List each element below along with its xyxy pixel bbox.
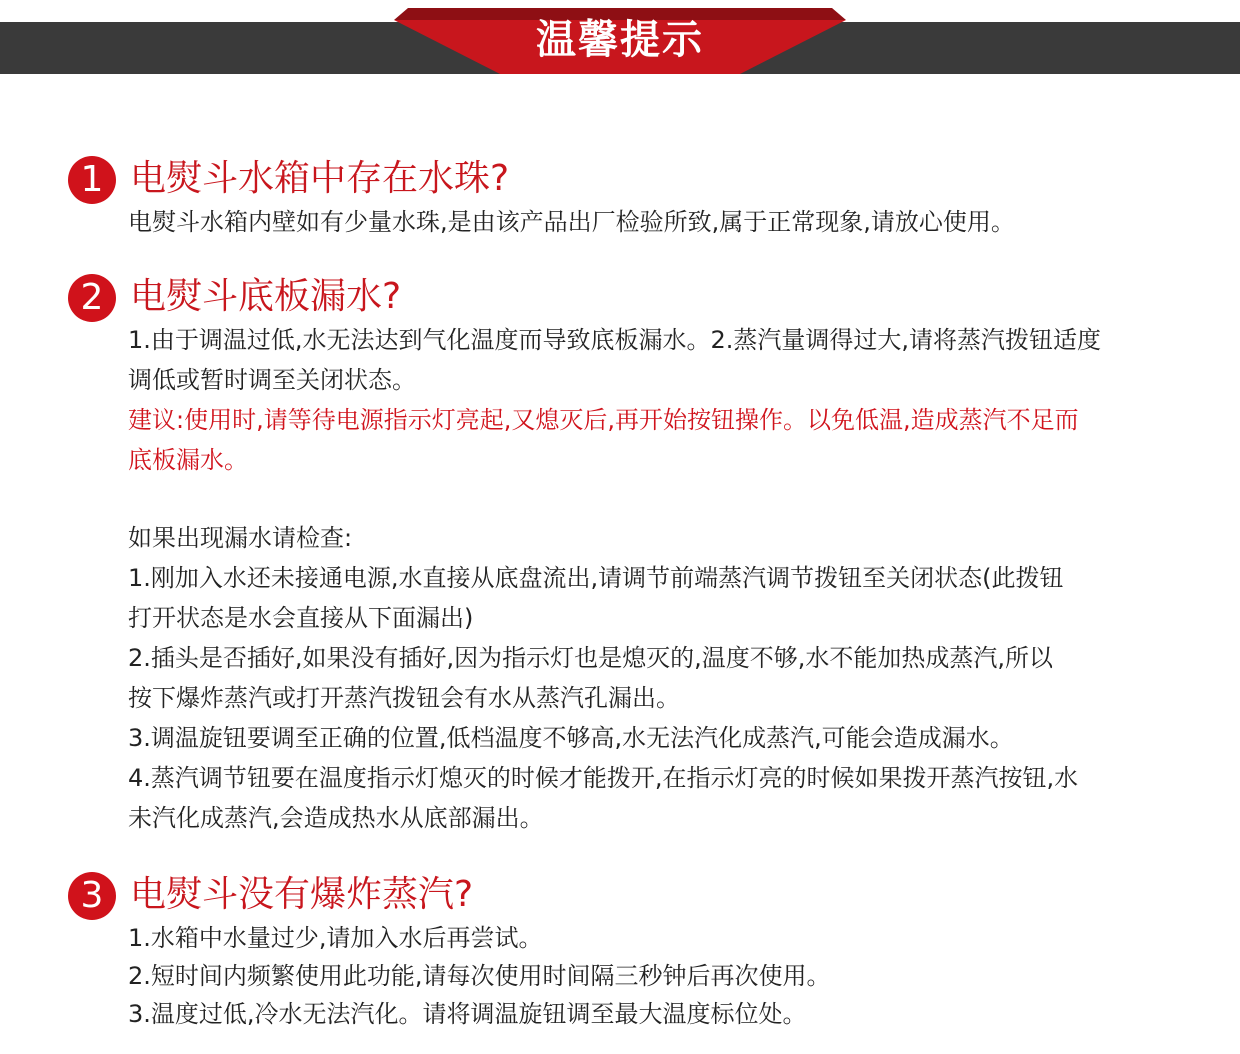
question-row [0,870,1240,918]
check-line: 1.刚加入水还未接通电源,水直接从底盘流出,请调节前端蒸汽调节拨钮至关闭状态(此拨钮 [128,564,1064,592]
check-line: 4.蒸汽调节钮要在温度指示灯熄灭的时候才能拨开,在指示灯亮的时候如果拨开蒸汽按钮,水 [128,764,1079,792]
question-row [0,272,1240,320]
section-2 [0,272,1240,832]
question-row [0,154,1240,202]
question-title-2: 电熨斗底板漏水? [130,276,402,317]
answer-line: 2.短时间内频繁使用此功能,请每次使用时间隔三秒钟后再次使用。 [128,962,831,990]
page-title: 温馨提示 [536,17,704,63]
check-line: 2.插头是否插好,如果没有插好,因为指示灯也是熄灭的,温度不够,水不能加热成蒸汽,所以 [128,644,1054,672]
answer-line: 3.温度过低,冷水无法汽化。请将调温旋钮调至最大温度标位处。 [128,1000,807,1028]
check-heading: 如果出现漏水请检查: [128,524,353,552]
answer-line: 1.由于调温过低,水无法达到气化温度而导致底板漏水。2.蒸汽量调得过大,请将蒸汽拨钮适度 [128,326,1102,354]
number-badge-1: 1 [68,156,116,204]
question-title-3: 电熨斗没有爆炸蒸汽? [130,874,474,915]
answer-line: 调低或暂时调至关闭状态。 [128,366,416,394]
advice-line: 建议:使用时,请等待电源指示灯亮起,又熄灭后,再开始按钮操作。以免低温,造成蒸汽不足而 [128,406,1079,434]
check-line: 按下爆炸蒸汽或打开蒸汽拨钮会有水从蒸汽孔漏出。 [128,684,680,712]
answer-line: 电熨斗水箱内壁如有少量水珠,是由该产品出厂检验所致,属于正常现象,请放心使用。 [128,208,1015,236]
advice-line: 底板漏水。 [128,446,248,474]
number-badge-3: 3 [68,872,116,920]
check-line: 打开状态是水会直接从下面漏出) [128,604,474,632]
question-title-1: 电熨斗水箱中存在水珠? [130,158,510,199]
check-line: 3.调温旋钮要调至正确的位置,低档温度不够高,水无法汽化成蒸汽,可能会造成漏水。 [128,724,1014,752]
answer-line: 1.水箱中水量过少,请加入水后再尝试。 [128,924,543,952]
number-badge-2: 2 [68,274,116,322]
check-line: 未汽化成蒸汽,会造成热水从底部漏出。 [128,804,544,832]
section-1 [0,154,1240,236]
section-3 [0,870,1240,1028]
